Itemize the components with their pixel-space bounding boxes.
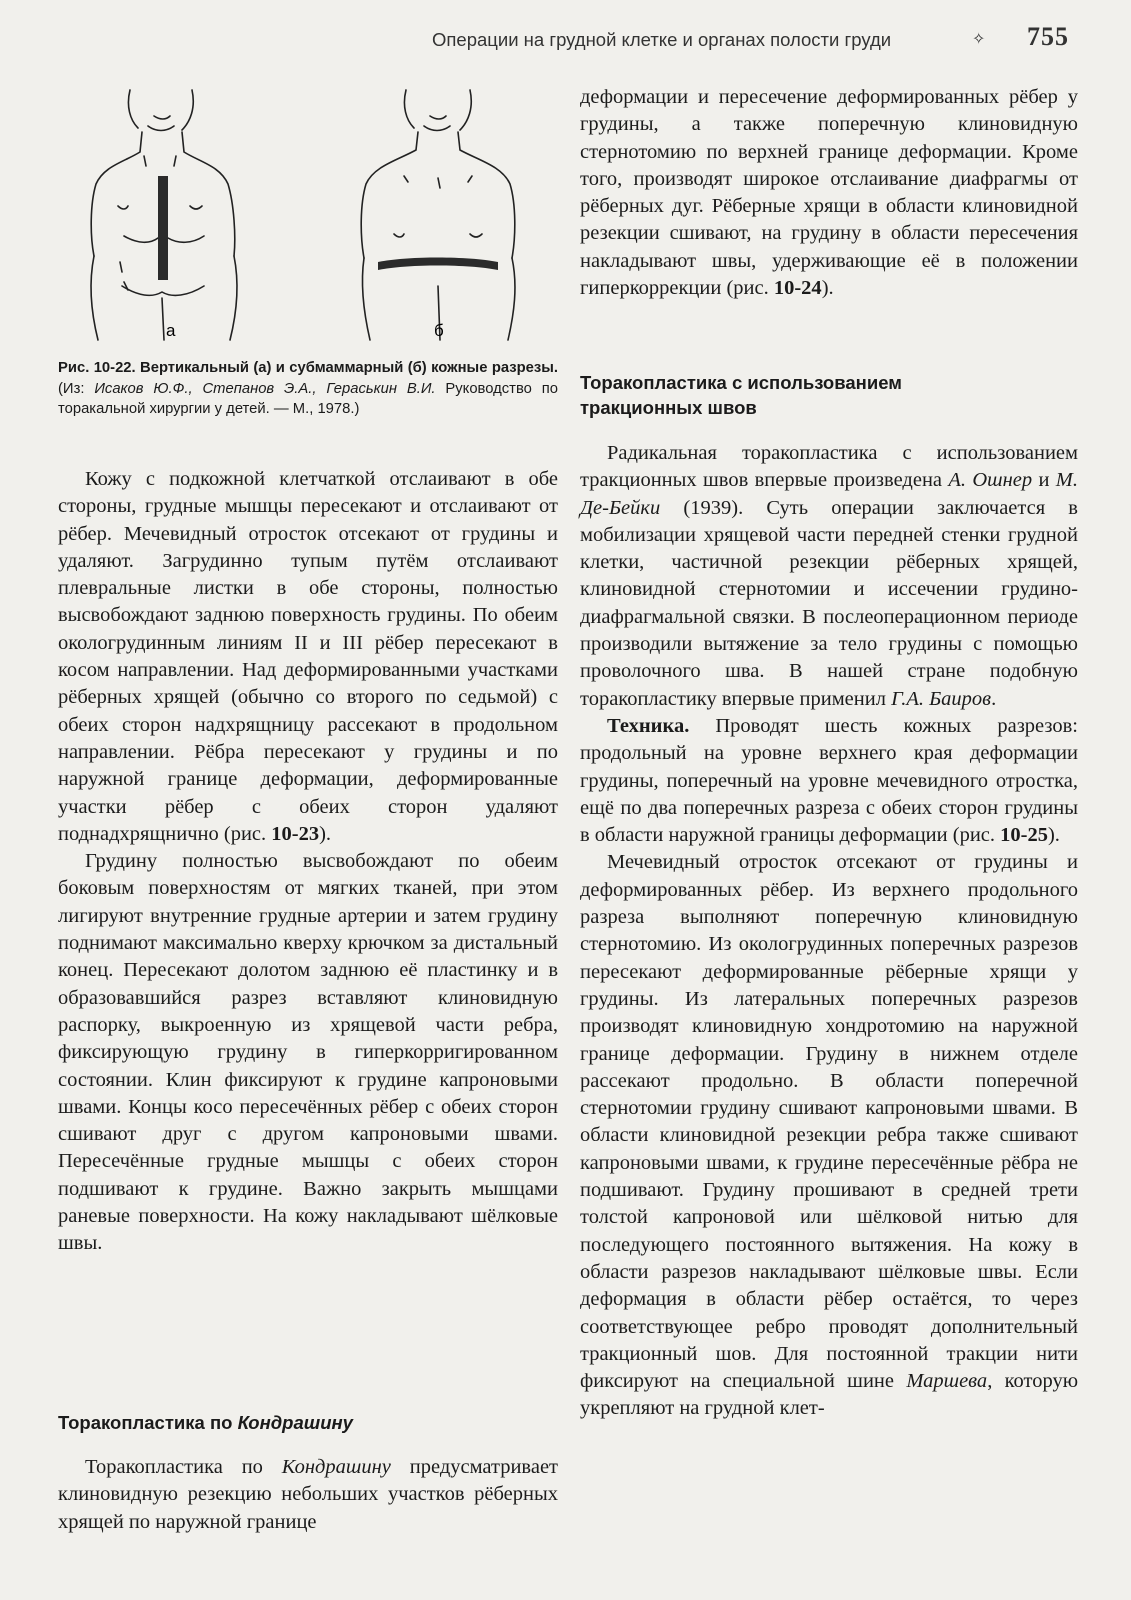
right-paragraph-1: [580, 84, 1078, 302]
right-paragraph-3: [580, 713, 1078, 849]
author-marshev: Маршева: [906, 1370, 988, 1393]
right-paragraph-3-end: ).: [1047, 824, 1060, 847]
right-paragraph-4-text: Мечевидный отросток отсекают от грудины и деформированных рёбер. Из верхнего продольного разреза выполняют поперечную клиновидную стернотомию. Из окологрудинных поперечных разрезов пересекают деформированные рёберные хрящи у грудины. Из латеральных поперечных разрезов производят клиновидную хондротомию на наружной границе деформации. Грудину в нижнем отделе рассекают продольно. В области поперечной стернотомии грудину сшивают капроновыми швами. В области клиновидной резекции ребра также сшивают капроновыми швами, к грудине пересечённые рёбра не подшивают. Грудину прошивают в средней трети толстой капроновой или шёлковой нитью для последующего постоянного вытяжения. На кожу в области разрезов накладывают шёлковые швы. Если деформация в области рёбер остаётся, то через соответствующее ребро проводят дополнительный тракционный шов. Для постоянной тракции нити фиксируют на специальной шине: [580, 851, 1078, 1393]
left-paragraph-1-end: ).: [319, 822, 332, 845]
figure-caption: [58, 358, 558, 420]
figure-reference-10-24: 10-24: [773, 277, 822, 300]
section-heading-traction-sutures: Торакопластика с использованием тракционных швов: [580, 372, 902, 418]
figure-10-22-illustration: [58, 86, 558, 344]
running-head-title: Операции на грудной клетке и органах полости груди: [432, 29, 892, 50]
right-paragraph-2-c: (1939). Суть операции заключается в мобилизации хрящевой части передней стенки грудной клетки, частичной резекции рёберных хрящей, клиновидной стернотомии и иссечении грудино-диафрагмальной связки. В послеоперационном периоде производили вытяжение за тело грудины с помощью проволочного шва. В нашей стране подобную торакопластику впервые применил: [580, 496, 1078, 710]
figure-label-a: а: [166, 321, 176, 340]
left-paragraph-3-prefix: Торакопластика по: [85, 1456, 282, 1478]
author-bairov: Г.А. Баиров: [891, 687, 992, 710]
right-paragraph-4: [580, 849, 1078, 1422]
left-paragraph-3-rest: предусматривает клиновидную резекцию небольших участков рёберных хрящей по наружной границе: [58, 1456, 558, 1533]
heading-kondrashin-name: Кондрашину: [237, 1412, 353, 1433]
right-paragraph-2-a: Радикальная торакопластика с использованием тракционных швов впервые произведена: [580, 442, 1078, 492]
vertical-incision-mark: [158, 176, 168, 280]
right-paragraph-1-text: деформации и пересечение деформированных рёбер у грудины, а также поперечную клиновидную стернотомию по верхней границе деформации. Кроме того, производят широкое отслаивание диафрагмы от рёберных дуг. Рёберные хрящи в области клиновидной резекции сшивают, на грудину в области пересечения накладывают швы, удерживающие её в положении гиперкоррекции (рис.: [580, 86, 1078, 300]
right-paragraph-2-end: .: [991, 687, 997, 710]
caption-label: Рис. 10-22. Вертикальный (а) и субмаммарный (б) кожные разрезы.: [58, 360, 558, 376]
submammary-incision-mark: [378, 258, 498, 271]
left-paragraph-3: [58, 1454, 558, 1536]
left-paragraph-1-text: Кожу с подкожной клетчаткой отслаивают в обе стороны, грудные мышцы пересекают и отслаивают от рёбер. Мечевидный отросток отсекают от грудины и удаляют. Загрудинно тупым путём отслаивают плевральные листки в обе стороны, полностью высвобождают заднюю поверхность грудины. По обеим окологрудинным линиям II и III рёбер пересекают в косом направлении. Над деформированными участками рёберных хрящей (обычно со второго по седьмой) с обеих сторон надхрящницу рассекают в продольном направлении. Рёбра пересекают у грудины и по наружной границе деформации, деформированные участки рёбер с обеих сторон удаляют поднадхрящнично (рис.: [58, 468, 558, 845]
right-column-text: [580, 440, 1078, 1423]
torso-b-drawing: [361, 90, 515, 340]
author-debakey: М. Де-Бейки: [580, 469, 1078, 519]
author-ochsner: А. Ошнер: [948, 469, 1033, 492]
left-paragraph-1: [58, 466, 558, 848]
right-paragraph-2: [580, 440, 1078, 713]
figure-label-b: б: [434, 321, 444, 340]
page-number: 755: [1027, 22, 1069, 51]
right-paragraph-4-end: , которую укрепляют на грудной клет-: [580, 1370, 1079, 1420]
left-column-text: [58, 466, 558, 1258]
left-column-text-bottom: [58, 1454, 558, 1536]
figure-reference-10-25: 10-25: [1000, 824, 1048, 847]
right-paragraph-2-b: и: [1032, 469, 1056, 492]
right-paragraph-3-text: Проводят шесть кожных разрезов: продольный на уровне верхнего края деформации грудины, поперечный на уровне мечевидного отростка, ещё по два поперечных разреза с обеих сторон грудины в области наружной границы деформации (рис.: [580, 714, 1078, 847]
heading-kondrashin-prefix: Торакопластика по: [58, 1412, 238, 1433]
technique-label: Техника.: [607, 714, 690, 737]
left-paragraph-2: Грудину полностью высвобождают по обеим боковым поверхностям от мягких тканей, при этом лигируют внутренние грудные артерии и затем грудину поднимают максимально кверху крючком за дистальный конец. Пересекают долотом заднюю её пластинку и в образовавшийся разрез вставляют клиновидную распорку, выкроенную из хрящевой части ребра, фиксирующую грудину в гиперкорригированном состоянии. Клин фиксируют к грудине капроновыми швами. Концы косо пересечённых рёбер с обеих сторон сшивают друг с другом капроновыми швами. Пересечённые грудные мышцы с обеих сторон подшивают к грудине. Важно закрыть мышцами раневые поверхности. На кожу накладывают шёлковые швы.: [58, 850, 558, 1255]
caption-authors: Исаков Ю.Ф., Степанов Э.А., Гераськин В.И.: [94, 380, 436, 397]
figure-reference-10-23: 10-23: [271, 822, 320, 845]
left-paragraph-3-name: Кондрашину: [281, 1456, 391, 1478]
torso-drawings-svg: [58, 86, 558, 344]
caption-source-prefix: (Из:: [58, 380, 85, 397]
right-column-text-top: [580, 84, 1078, 302]
section-heading-kondrashin: [58, 1410, 558, 1435]
diamond-ornament-icon: ✧: [972, 31, 986, 48]
running-head: [432, 24, 1069, 54]
caption-source-rest: Руководство по торакальной хирургии у детей. — М., 1978.): [58, 380, 558, 418]
right-paragraph-1-end: ).: [821, 277, 834, 300]
